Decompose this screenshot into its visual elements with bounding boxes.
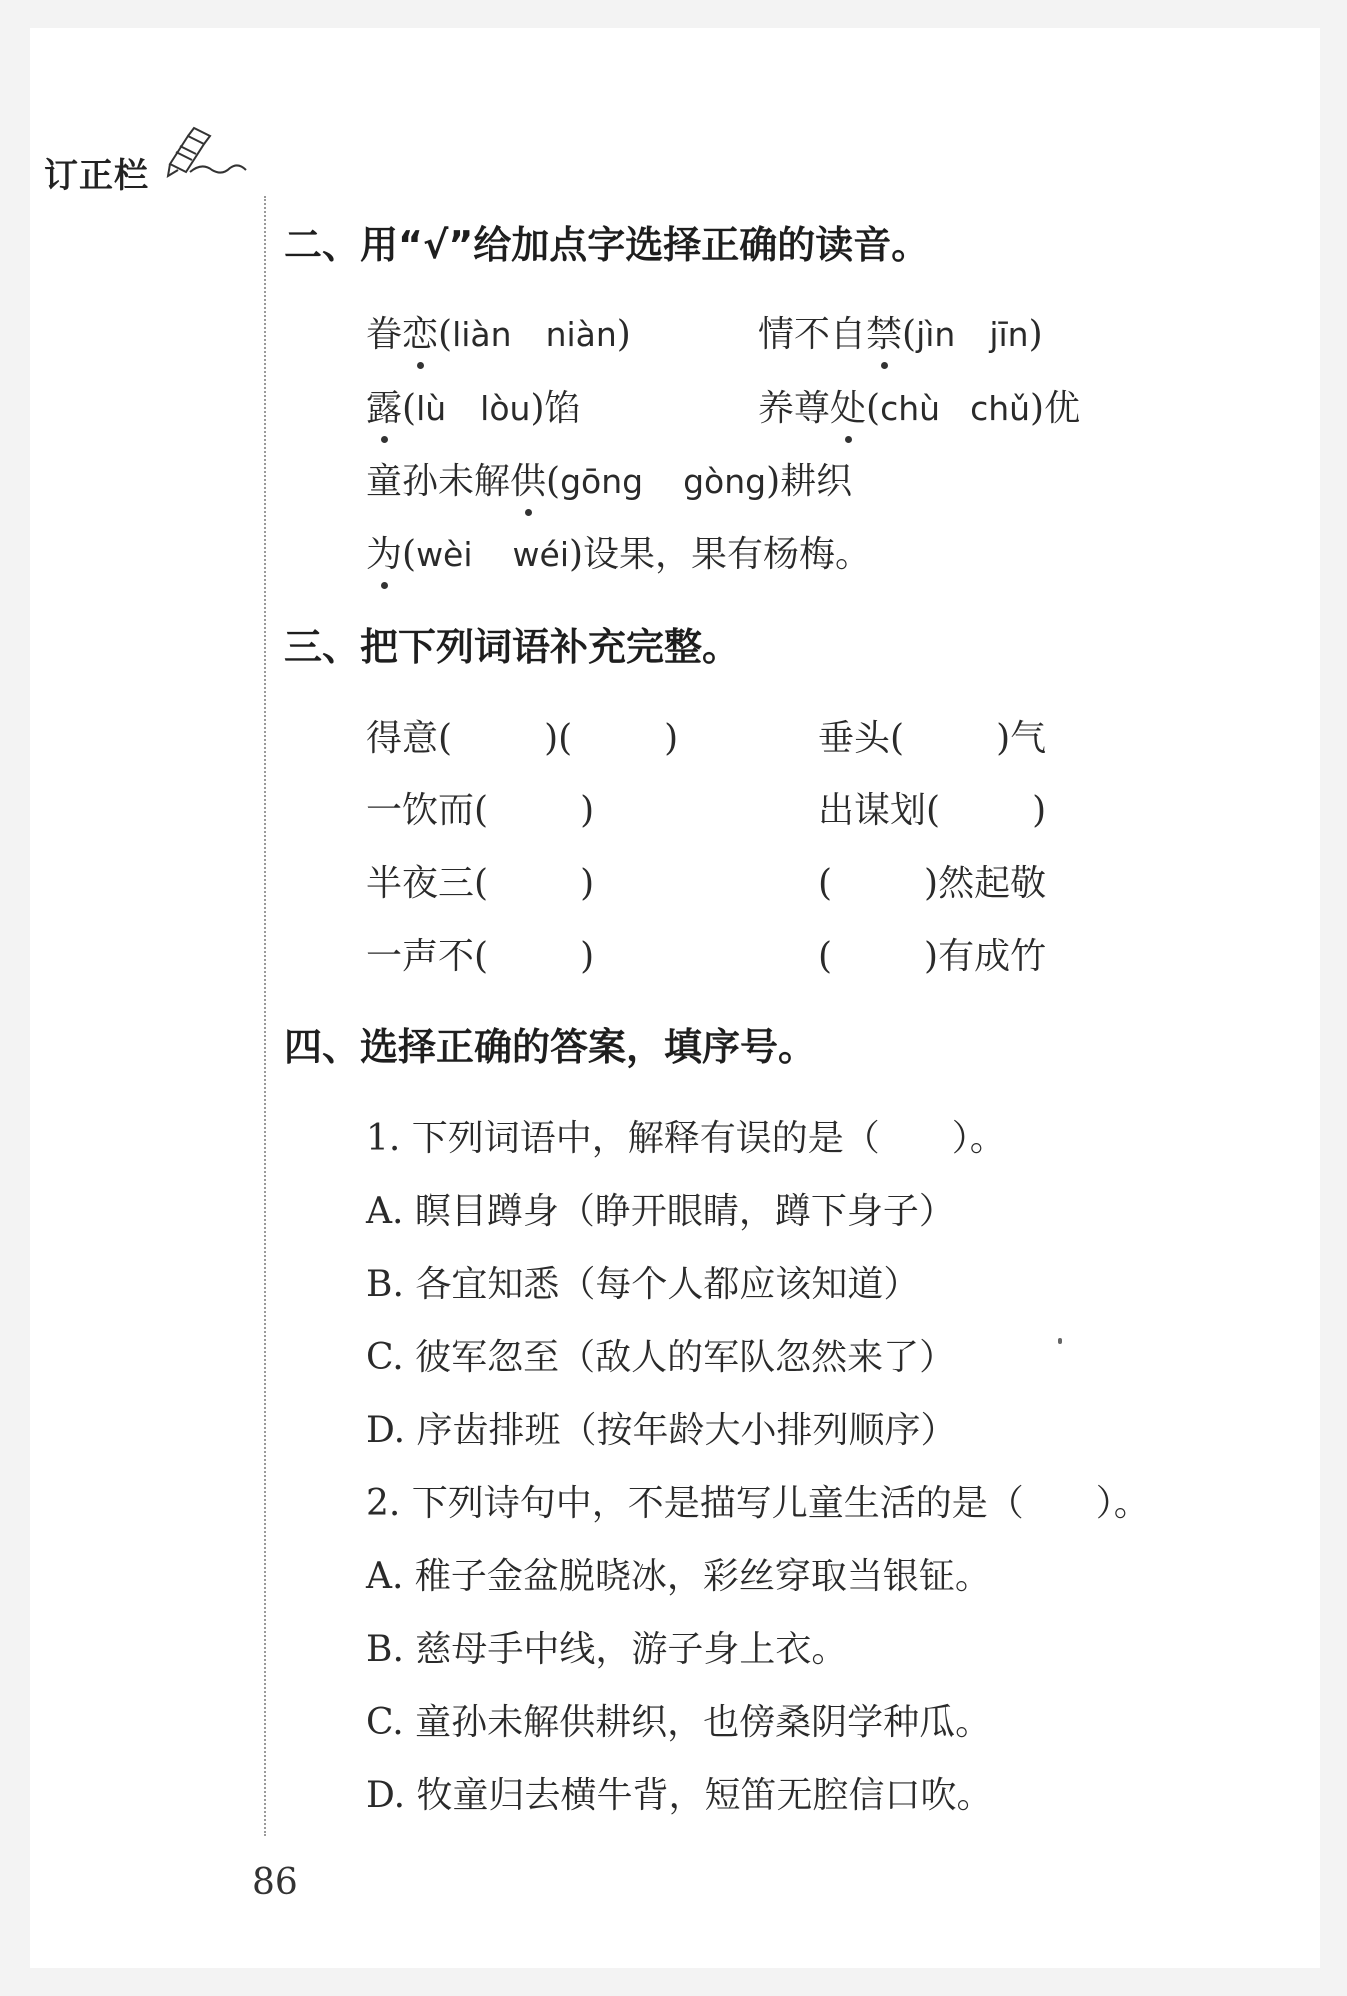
question-2-option-a: A. 稚子金盆脱晓冰，彩丝穿取当银钲。 xyxy=(366,1556,991,1597)
pinyin-option: chǔ xyxy=(970,389,1031,428)
pinyin-option: lòu xyxy=(480,389,531,428)
pinyin-item-2: 情不自禁(jìn jīn) xyxy=(758,314,1043,355)
idiom-item-2: 垂头( )气 xyxy=(818,718,1047,759)
idiom-item-5: 半夜三( ) xyxy=(366,863,595,904)
dotted-char: 供 xyxy=(510,461,547,502)
question-1-stem: 1. 下列词语中，解释有误的是（ ）。 xyxy=(366,1118,1006,1159)
pinyin-option: wèi xyxy=(416,535,473,574)
idiom-item-6: ( )然起敬 xyxy=(818,863,1047,904)
question-2-option-c: C. 童孙未解供耕织，也傍桑阴学种瓜。 xyxy=(366,1702,992,1743)
question-1-option-a: A. 瞑目蹲身（睁开眼睛，蹲下身子） xyxy=(366,1191,955,1232)
pinyin-item-4: 养尊处(chù chǔ)优 xyxy=(758,388,1081,429)
pinyin-item-5: 童孙未解供(gōng gòng)耕织 xyxy=(366,461,853,502)
pinyin-item-3: 露(lù lòu)馅 xyxy=(366,388,581,429)
section-2-heading: 二、用“√”给加点字选择正确的读音。 xyxy=(284,223,930,267)
pinyin-option: gōng xyxy=(560,462,644,501)
section-4-heading: 四、选择正确的答案，填序号。 xyxy=(284,1025,817,1069)
pinyin-option: jīn xyxy=(989,315,1029,354)
dotted-char: 处 xyxy=(830,388,867,429)
pinyin-item-6: 为(wèi wéi)设果，果有杨梅。 xyxy=(366,534,872,575)
pinyin-option: gòng xyxy=(683,462,767,501)
dotted-char: 禁 xyxy=(866,314,903,355)
workbook-page xyxy=(30,28,1320,1968)
question-1-option-b: B. 各宜知悉（每个人都应该知道） xyxy=(366,1264,920,1305)
pinyin-option: wéi xyxy=(512,535,569,574)
pinyin-option: niàn xyxy=(545,315,617,354)
section-3-heading: 三、把下列词语补充完整。 xyxy=(284,625,741,669)
dotted-char: 恋 xyxy=(402,314,439,355)
correction-column-label: 订正栏 xyxy=(44,156,149,196)
idiom-item-1: 得意( )( ) xyxy=(366,718,679,759)
pinyin-item-1: 眷恋(liàn niàn) xyxy=(366,314,631,355)
question-2-stem: 2. 下列诗句中，不是描写儿童生活的是（ ）。 xyxy=(366,1483,1150,1524)
question-1-option-d: D. 序齿排班（按年龄大小排列顺序） xyxy=(366,1410,957,1451)
idiom-item-3: 一饮而( ) xyxy=(366,790,595,831)
page-number: 86 xyxy=(252,1862,298,1903)
pinyin-option: liàn xyxy=(452,315,512,354)
margin-divider xyxy=(264,196,266,1836)
question-1-option-c: C. 彼军忽至（敌人的军队忽然来了） xyxy=(366,1337,956,1378)
idiom-item-7: 一声不( ) xyxy=(366,936,595,977)
question-2-option-d: D. 牧童归去横牛背，短笛无腔信口吹。 xyxy=(366,1775,993,1816)
dotted-char: 为 xyxy=(366,534,403,575)
dotted-char: 露 xyxy=(366,388,403,429)
pinyin-option: jìn xyxy=(916,315,956,354)
pinyin-option: lù xyxy=(416,389,447,428)
idiom-item-8: ( )有成竹 xyxy=(818,936,1047,977)
pencil-icon xyxy=(160,122,250,182)
stray-mark xyxy=(1058,1338,1062,1344)
idiom-item-4: 出谋划( ) xyxy=(818,790,1047,831)
pinyin-option: chù xyxy=(880,389,941,428)
question-2-option-b: B. 慈母手中线，游子身上衣。 xyxy=(366,1629,848,1670)
